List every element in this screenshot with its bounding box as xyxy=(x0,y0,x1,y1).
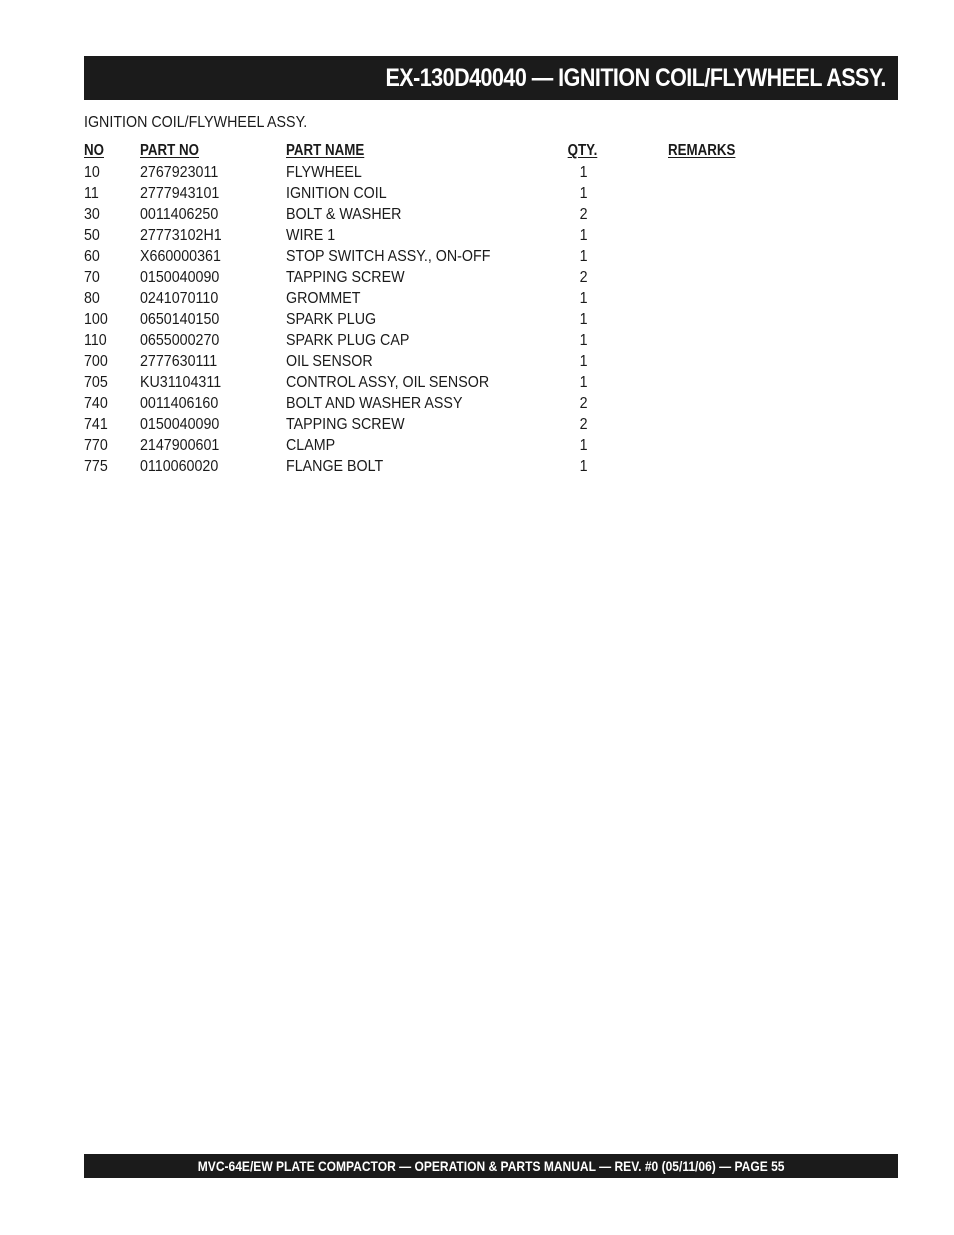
cell-part-name: OIL SENSOR xyxy=(286,353,373,370)
cell-part-no: 0011406250 xyxy=(140,206,219,223)
cell-qty: 1 xyxy=(579,374,588,391)
cell-no: 50 xyxy=(84,227,100,244)
table-row xyxy=(84,246,784,267)
cell-part-no: 0150040090 xyxy=(140,269,220,286)
table-row xyxy=(84,456,784,477)
table-row xyxy=(84,372,784,393)
cell-qty: 1 xyxy=(579,458,588,475)
cell-no: 80 xyxy=(84,290,100,307)
table-row xyxy=(84,288,784,309)
cell-part-no: 2777630111 xyxy=(140,353,218,370)
column-header-remarks: REMARKS xyxy=(668,142,736,159)
cell-part-name: TAPPING SCREW xyxy=(286,269,405,286)
cell-no: 775 xyxy=(84,458,108,475)
cell-qty: 2 xyxy=(579,206,588,223)
table-row xyxy=(84,204,784,225)
table-body xyxy=(84,162,784,477)
cell-no: 705 xyxy=(84,374,108,391)
cell-part-no: 0110060020 xyxy=(140,458,219,475)
cell-no: 100 xyxy=(84,311,108,328)
cell-part-no: 0011406160 xyxy=(140,395,219,412)
cell-part-name: CONTROL ASSY, OIL SENSOR xyxy=(286,374,490,391)
table-row xyxy=(84,267,784,288)
table-row xyxy=(84,330,784,351)
cell-no: 70 xyxy=(84,269,100,286)
cell-part-name: BOLT & WASHER xyxy=(286,206,402,223)
cell-part-no: 0150040090 xyxy=(140,416,220,433)
cell-part-name: SPARK PLUG xyxy=(286,311,377,328)
cell-no: 10 xyxy=(84,164,100,181)
cell-qty: 2 xyxy=(579,395,588,412)
table-header-row xyxy=(84,140,784,162)
cell-part-no: KU31104311 xyxy=(140,374,222,391)
cell-qty: 1 xyxy=(579,248,588,265)
cell-part-name: FLANGE BOLT xyxy=(286,458,384,475)
cell-part-no: X660000361 xyxy=(140,248,221,265)
cell-part-no: 2777943101 xyxy=(140,185,220,202)
table-row xyxy=(84,351,784,372)
table-row xyxy=(84,162,784,183)
column-header-qty: QTY. xyxy=(567,142,598,159)
cell-part-name: TAPPING SCREW xyxy=(286,416,405,433)
cell-part-name: IGNITION COIL xyxy=(286,185,387,202)
table-row xyxy=(84,309,784,330)
table-row xyxy=(84,414,784,435)
cell-qty: 1 xyxy=(579,164,588,181)
cell-part-name: CLAMP xyxy=(286,437,336,454)
cell-no: 741 xyxy=(84,416,108,433)
parts-table xyxy=(84,140,784,477)
table-row xyxy=(84,435,784,456)
cell-no: 60 xyxy=(84,248,100,265)
cell-qty: 1 xyxy=(579,185,588,202)
cell-no: 700 xyxy=(84,353,108,370)
footer-text: MVC-64E/EW PLATE COMPACTOR — OPERATION & PARTS MANUAL — REV. #0 (05/11/06) — PAGE 55 xyxy=(197,1158,785,1174)
cell-qty: 1 xyxy=(579,353,588,370)
cell-part-no: 0655000270 xyxy=(140,332,220,349)
page-title: EX-130D40040 — IGNITION COIL/FLYWHEEL ASSY. xyxy=(385,63,886,92)
cell-part-name: BOLT AND WASHER ASSY xyxy=(286,395,463,412)
cell-qty: 1 xyxy=(579,437,588,454)
cell-no: 11 xyxy=(84,185,99,202)
cell-qty: 1 xyxy=(579,290,588,307)
cell-part-no: 2767923011 xyxy=(140,164,219,181)
table-row xyxy=(84,393,784,414)
cell-part-name: STOP SWITCH ASSY., ON-OFF xyxy=(286,248,491,265)
cell-part-no: 2147900601 xyxy=(140,437,220,454)
section-subtitle: IGNITION COIL/FLYWHEEL ASSY. xyxy=(84,114,308,131)
cell-qty: 1 xyxy=(579,311,588,328)
page-header-bar xyxy=(84,56,898,100)
cell-part-no: 0650140150 xyxy=(140,311,220,328)
page-footer-bar xyxy=(84,1154,898,1178)
cell-part-no: 27773102H1 xyxy=(140,227,222,244)
cell-part-name: GROMMET xyxy=(286,290,361,307)
column-header-part-name: PART NAME xyxy=(286,142,365,159)
cell-part-name: FLYWHEEL xyxy=(286,164,362,181)
cell-no: 740 xyxy=(84,395,108,412)
cell-no: 770 xyxy=(84,437,108,454)
cell-no: 30 xyxy=(84,206,100,223)
column-header-part-no: PART NO xyxy=(140,142,200,159)
cell-part-name: SPARK PLUG CAP xyxy=(286,332,410,349)
cell-part-name: WIRE 1 xyxy=(286,227,336,244)
column-header-no: NO xyxy=(84,142,104,159)
table-row xyxy=(84,183,784,204)
table-row xyxy=(84,225,784,246)
cell-qty: 2 xyxy=(579,416,588,433)
cell-no: 110 xyxy=(84,332,107,349)
cell-qty: 2 xyxy=(579,269,588,286)
cell-qty: 1 xyxy=(579,227,588,244)
cell-qty: 1 xyxy=(579,332,588,349)
cell-part-no: 0241070110 xyxy=(140,290,219,307)
